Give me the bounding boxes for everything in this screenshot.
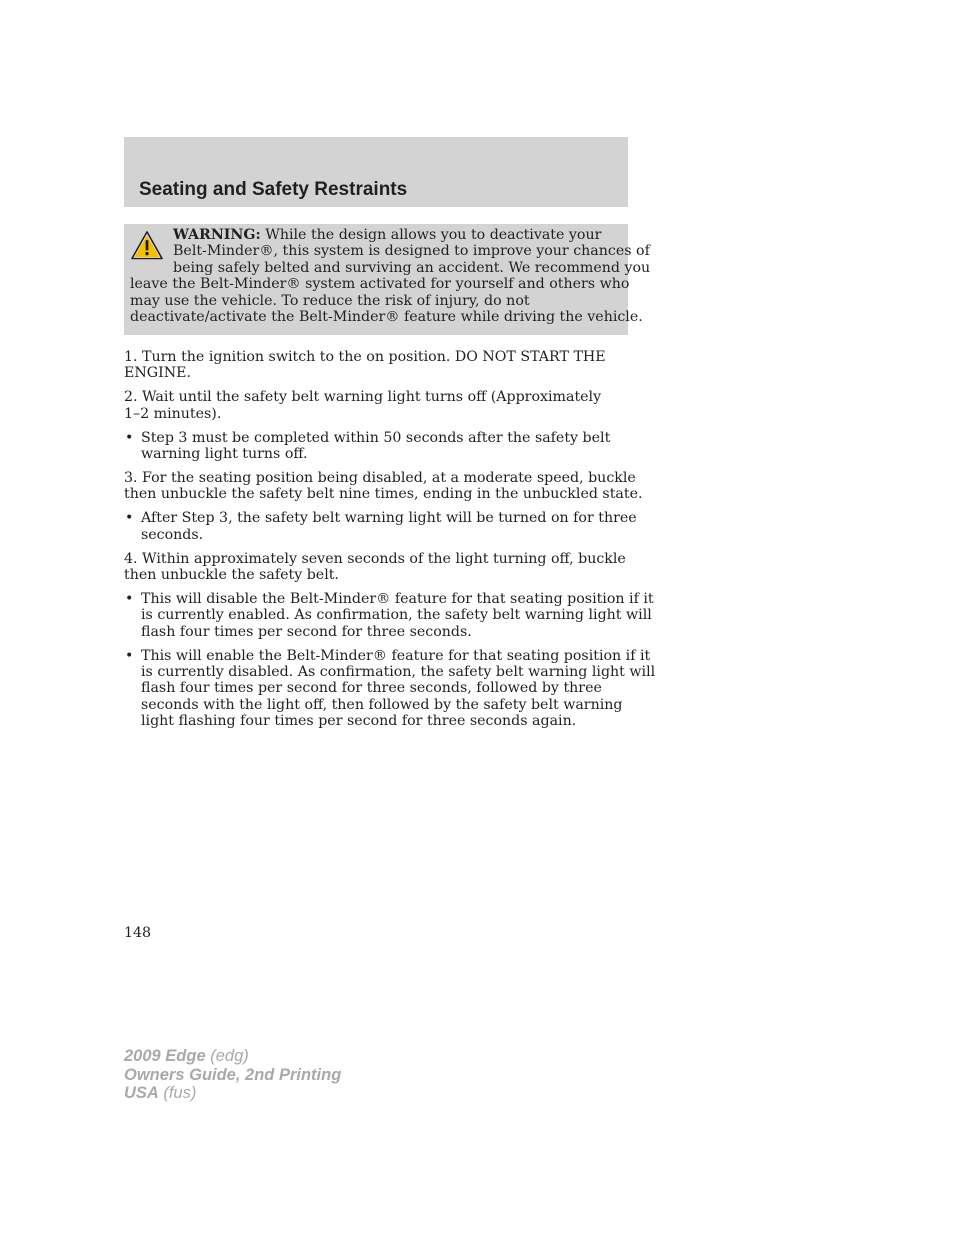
page-number: 148 — [124, 925, 152, 941]
footer-market-name: USA — [124, 1084, 159, 1102]
step-1 — [124, 349, 630, 382]
text-line: then unbuckle the safety belt. — [124, 566, 339, 583]
section-header — [124, 137, 628, 207]
warning-line: being safely belted and surviving an accident. We recommend you — [173, 259, 651, 276]
text-line: 3. For the seating position being disabled, at a moderate speed, buckle — [124, 469, 636, 486]
bullet-dot: • — [125, 647, 134, 664]
footer-model — [124, 1047, 341, 1066]
warning-line: Belt-Minder®, this system is designed to improve your chances of — [173, 243, 650, 260]
text-line: is currently disabled. As confirmation, the safety belt warning light will — [141, 664, 656, 680]
document-footer — [124, 1047, 341, 1103]
bullet-item — [124, 590, 654, 640]
footer-market — [124, 1084, 341, 1103]
text-line: 1. Turn the ignition switch to the on position. DO NOT START THE — [124, 349, 606, 365]
warning-box — [124, 224, 651, 335]
section-title: Seating and Safety Restraints — [139, 179, 408, 200]
text-line: After Step 3, the safety belt warning light will be turned on for three — [141, 510, 637, 527]
text-line: flash four times per second for three seconds. — [141, 623, 472, 640]
text-line: This will enable the Belt-Minder® feature for that seating position if it — [141, 647, 651, 664]
step-4 — [124, 551, 630, 584]
bullet-item — [124, 647, 656, 730]
text-line: 4. Within approximately seven seconds of the light turning off, buckle — [124, 550, 626, 567]
footer-edition: Owners Guide, 2nd Printing — [124, 1065, 342, 1084]
warning-triangle-icon — [130, 230, 164, 261]
warning-line: may use the vehicle. To reduce the risk of injury, do not — [130, 292, 530, 309]
text-line: Step 3 must be completed within 50 seconds after the safety belt — [141, 429, 611, 446]
text-line: flash four times per second for three seconds, followed by three — [141, 680, 602, 697]
text-line: warning light turns off. — [141, 446, 308, 463]
bullet-dot: • — [125, 429, 134, 446]
warning-label: WARNING: — [173, 227, 261, 243]
step-2 — [124, 389, 630, 422]
text-line: seconds. — [141, 526, 204, 543]
text-line: light flashing four times per second for three seconds again. — [141, 713, 577, 730]
footer-model-name: 2009 Edge — [124, 1047, 206, 1065]
bullet-dot: • — [125, 590, 134, 607]
text-line: seconds with the light off, then followed by the safety belt warning — [141, 696, 623, 713]
step-3 — [124, 469, 643, 503]
warning-line — [130, 227, 622, 243]
bullet-item — [124, 430, 630, 463]
instructions — [124, 349, 656, 737]
text-line: This will disable the Belt-Minder® feature for that seating position if it — [141, 590, 654, 607]
warning-text: While the design allows you to deactivate your — [260, 227, 602, 243]
footer-market-code: (fus) — [158, 1084, 197, 1102]
text-line: 1–2 minutes). — [124, 405, 222, 422]
warning-line: deactivate/activate the Belt-Minder® feature while driving the vehicle. — [130, 309, 643, 326]
footer-model-code: (edg) — [205, 1047, 249, 1065]
bullet-item — [124, 510, 637, 543]
text-line: ENGINE. — [124, 365, 191, 382]
text-line: is currently enabled. As confirmation, the safety belt warning light will — [141, 607, 652, 624]
text-line: 2. Wait until the safety belt warning light turns off (Approximately — [124, 389, 602, 406]
text-line: then unbuckle the safety belt nine times, ending in the unbuckled state. — [124, 486, 643, 503]
warning-line: leave the Belt-Minder® system activated for yourself and others who — [130, 276, 630, 293]
bullet-dot: • — [125, 510, 134, 527]
